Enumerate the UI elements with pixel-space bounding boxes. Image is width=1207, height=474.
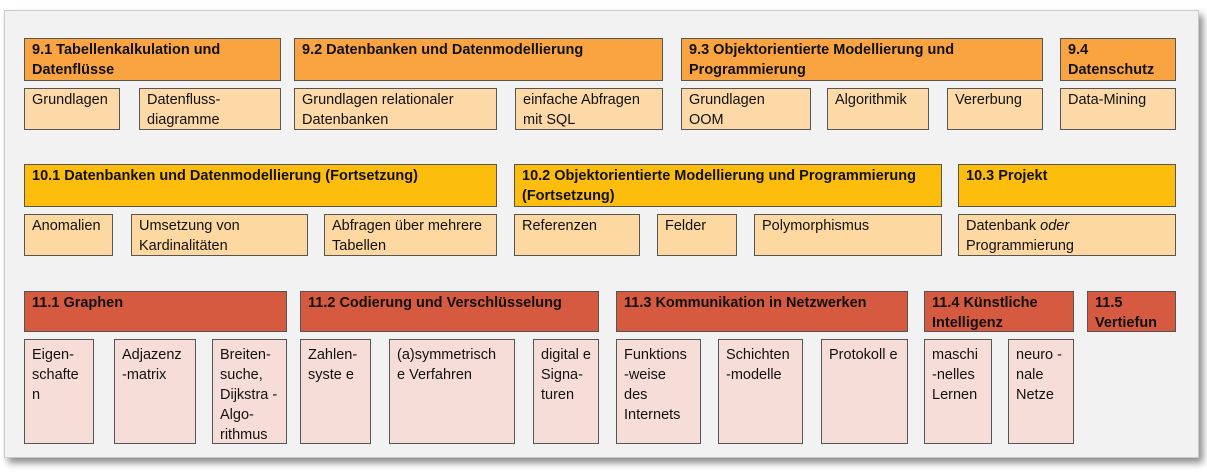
subtopic-grundlagen-relationaler-datenbanken: Grundlagen relationaler Datenbanken	[294, 88, 497, 130]
subtopic-asymmetrische-verfahren: (a)symmetrisch e Verfahren	[389, 339, 515, 444]
subtopic-neuronale-netze: neuro -nale Netze	[1008, 339, 1074, 444]
projekt-part1: Datenbank	[966, 218, 1041, 234]
subtopic-anomalien: Anomalien	[24, 214, 113, 256]
subtopic-breitensuche-dijkstra: Breiten-suche, Dijkstra -Algo-rithmus	[212, 339, 287, 444]
subtopic-referenzen: Referenzen	[514, 214, 640, 256]
subtopic-maschinelles-lernen: maschi -nelles Lernen	[924, 339, 992, 444]
subtopic-adjazenzmatrix: Adjazenz -matrix	[114, 339, 196, 444]
topic-11-5: 11.5 Vertiefun	[1087, 291, 1176, 332]
subtopic-protokolle: Protokoll e	[821, 339, 908, 444]
subtopic-grundlagen: Grundlagen	[24, 88, 120, 130]
projekt-part2: Programmierung	[966, 238, 1074, 254]
subtopic-eigenschaften: Eigen-schafte n	[24, 339, 94, 444]
subtopic-digitale-signaturen: digital e Signa-turen	[533, 339, 599, 444]
topic-9-4: 9.4 Datenschutz	[1060, 38, 1176, 81]
subtopic-schichtenmodelle: Schichten -modelle	[718, 339, 803, 444]
subtopic-umsetzung-kardinalitaeten: Umsetzung von Kardinalitäten	[131, 214, 308, 256]
topic-9-3: 9.3 Objektorientierte Modellierung und Programmierung	[681, 38, 1043, 81]
topic-11-3: 11.3 Kommunikation in Netzwerken	[616, 291, 908, 332]
subtopic-funktionsweise-internet: Funktions -weise des Internets	[616, 339, 701, 444]
subtopic-datenflussdiagramme: Datenfluss-diagramme	[139, 88, 281, 130]
subtopic-polymorphismus: Polymorphismus	[754, 214, 942, 256]
projekt-oder: oder	[1040, 218, 1070, 234]
topic-10-3: 10.3 Projekt	[958, 164, 1176, 207]
subtopic-einfache-abfragen-sql: einfache Abfragen mit SQL	[515, 88, 663, 130]
topic-11-2: 11.2 Codierung und Verschlüsselung	[300, 291, 599, 332]
subtopic-algorithmik: Algorithmik	[827, 88, 929, 130]
topic-10-1: 10.1 Datenbanken und Datenmodellierung (Fortsetzung)	[24, 164, 497, 207]
subtopic-zahlensysteme: Zahlen-syste e	[300, 339, 371, 444]
topic-9-2: 9.2 Datenbanken und Datenmodellierung	[294, 38, 663, 81]
topic-10-2: 10.2 Objektorientierte Modellierung und Programmierung (Fortsetzung)	[514, 164, 942, 207]
topic-11-1: 11.1 Graphen	[24, 291, 287, 332]
subtopic-datenbank-oder-programmierung	[958, 214, 1176, 256]
subtopic-vererbung: Vererbung	[947, 88, 1043, 130]
subtopic-grundlagen-oom: Grundlagen OOM	[681, 88, 811, 130]
subtopic-data-mining: Data-Mining	[1060, 88, 1176, 130]
subtopic-felder: Felder	[657, 214, 737, 256]
topic-11-4: 11.4 Künstliche Intelligenz	[924, 291, 1074, 332]
topic-9-1: 9.1 Tabellenkalkulation und Datenflüsse	[24, 38, 281, 81]
subtopic-abfragen-mehrere-tabellen: Abfragen über mehrere Tabellen	[324, 214, 497, 256]
